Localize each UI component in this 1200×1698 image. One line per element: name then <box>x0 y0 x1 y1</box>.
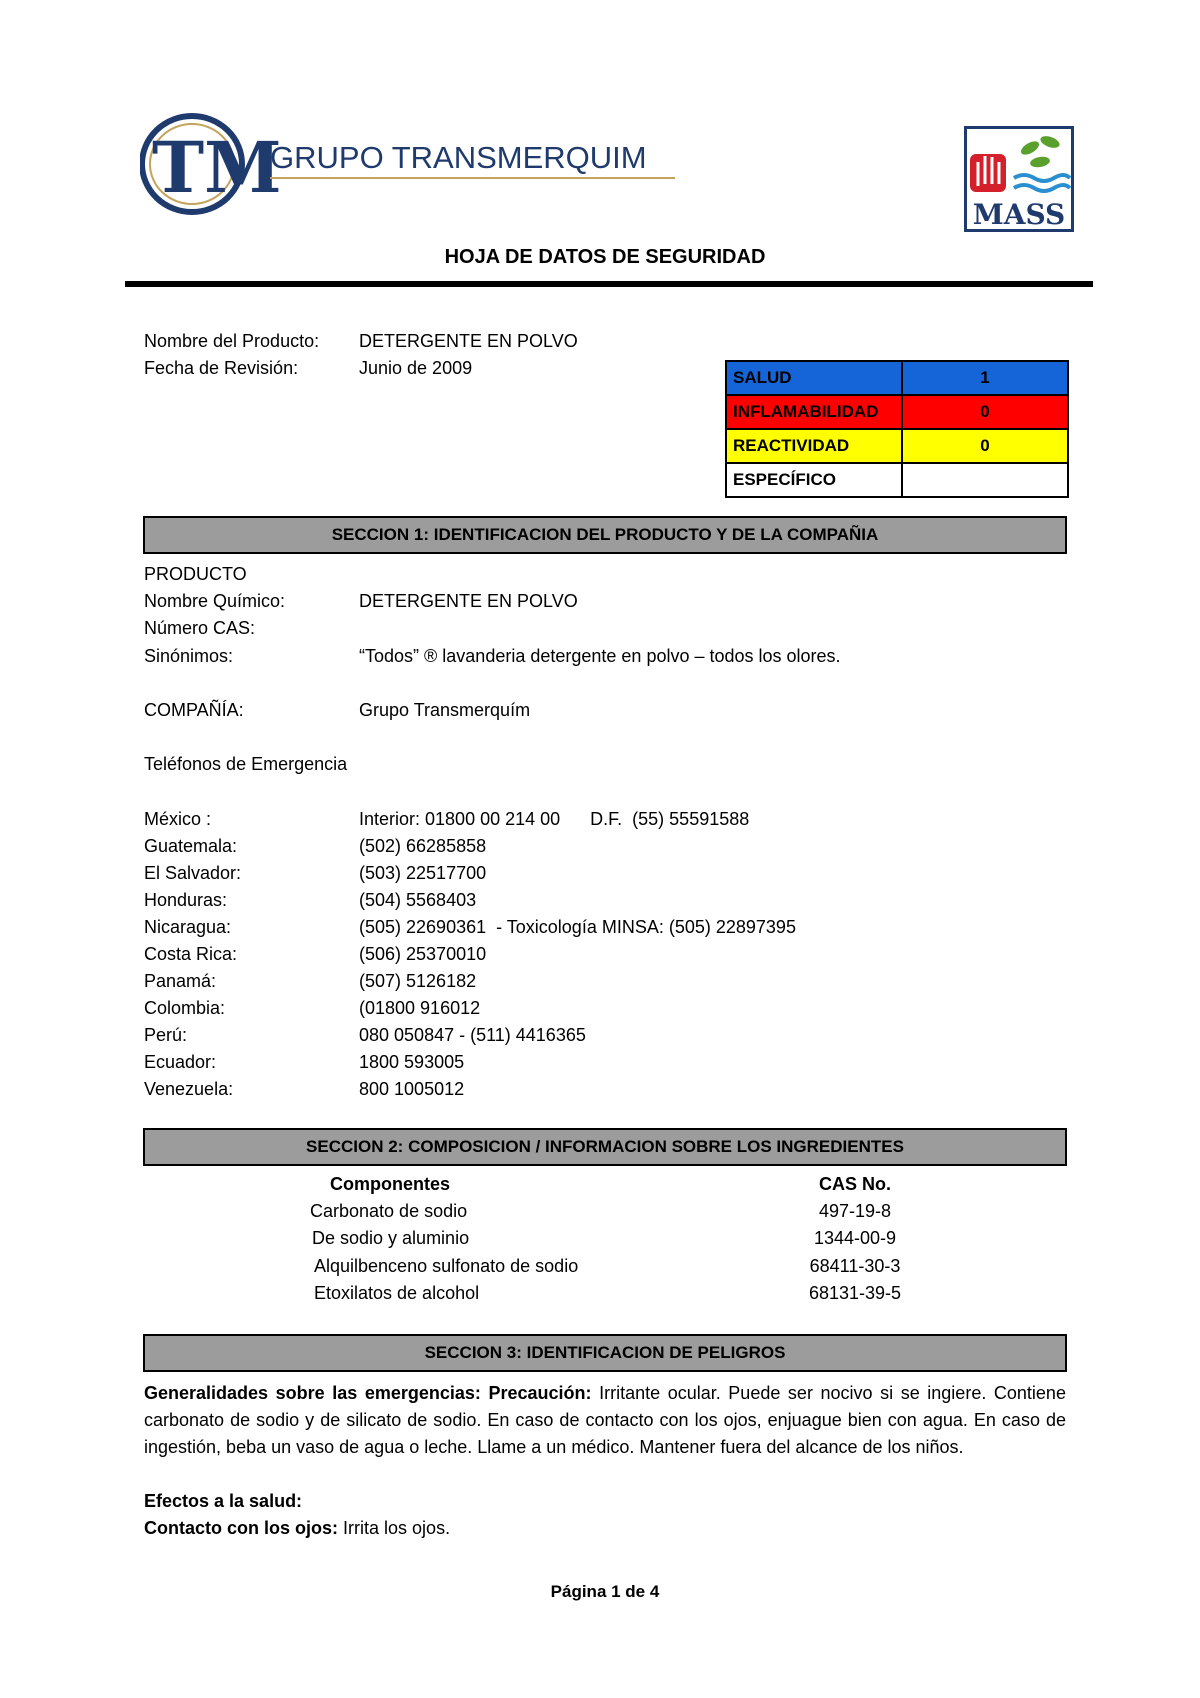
svg-text:TM: TM <box>152 126 282 209</box>
chemical-name-label: Nombre Químico: <box>144 591 286 611</box>
phone-number: (507) 5126182 <box>359 971 477 991</box>
phone-country: Costa Rica: <box>144 944 238 964</box>
revision-date-value: Junio de 2009 <box>359 358 473 378</box>
emergency-overview-paragraph <box>144 1380 1066 1461</box>
hazard-row-specific <box>726 463 1068 497</box>
section-3-header: SECCION 3: IDENTIFICACION DE PELIGROS <box>143 1334 1067 1372</box>
health-effects-label: Efectos a la salud: <box>144 1491 303 1511</box>
title-divider <box>125 281 1093 287</box>
caution-label: Precaución: <box>488 1383 592 1403</box>
synonyms-label: Sinónimos: <box>144 646 234 666</box>
phone-country: Colombia: <box>144 998 226 1018</box>
hazard-label: REACTIVIDAD <box>726 429 902 463</box>
page-number: Página 1 de 4 <box>550 1582 660 1601</box>
phone-country: Nicaragua: <box>144 917 232 937</box>
producto-label: PRODUCTO <box>144 564 247 584</box>
phone-number: 1800 593005 <box>359 1052 465 1072</box>
revision-date-label: Fecha de Revisión: <box>144 358 299 378</box>
hazard-row-health <box>726 361 1068 395</box>
ingredient-cas: 68411-30-3 <box>809 1256 901 1276</box>
hazard-value: 0 <box>902 429 1068 463</box>
emergency-overview-text: Irritante ocular. Puede ser nocivo si se ingiere. Contiene carbonato de sodio y de silicato de sodio. En caso de contacto con los ojos, enjuague bien con agua. En caso de ingestión, beba un vaso de agua o leche. Llame a un médico. Mantener fuera del alcance de los niños. <box>144 1383 1066 1457</box>
ingredient-name: Carbonato de sodio <box>310 1201 468 1221</box>
eye-contact-label: Contacto con los ojos: <box>144 1518 339 1538</box>
ingredient-name: De sodio y aluminio <box>312 1228 470 1248</box>
company-label: COMPAÑÍA: <box>144 700 244 720</box>
phone-country: Guatemala: <box>144 836 238 856</box>
phone-number: (505) 22690361 - Toxicología MINSA: (505) 22897395 <box>359 917 796 937</box>
svg-text:GRUPO TRANSMERQUIM: GRUPO TRANSMERQUIM <box>270 140 647 175</box>
emergency-phones-label: Teléfonos de Emergencia <box>144 754 348 774</box>
chemical-name-value: DETERGENTE EN POLVO <box>359 591 578 611</box>
ingredient-cas: 68131-39-5 <box>808 1283 902 1303</box>
phone-country: México : <box>144 809 212 829</box>
phone-number: Interior: 01800 00 214 00 D.F. (55) 55591588 <box>359 809 750 829</box>
phone-number: (502) 66285858 <box>359 836 487 856</box>
phone-country: Perú: <box>144 1025 188 1045</box>
phone-country: Honduras: <box>144 890 228 910</box>
hazard-value: 0 <box>902 395 1068 429</box>
hazard-label: INFLAMABILIDAD <box>726 395 902 429</box>
grupo-transmerquim-logo <box>140 110 680 220</box>
hazard-row-flammability <box>726 395 1068 429</box>
company-value: Grupo Transmerquím <box>359 700 531 720</box>
phone-number: (503) 22517700 <box>359 863 487 883</box>
cas-number-label: Número CAS: <box>144 618 256 638</box>
components-column-header: Componentes <box>330 1174 451 1194</box>
document-title: HOJA DE DATOS DE SEGURIDAD <box>444 246 766 268</box>
eye-contact-text: Irrita los ojos. <box>343 1518 451 1538</box>
ingredient-cas: 1344-00-9 <box>813 1228 897 1248</box>
phone-number: (01800 916012 <box>359 998 481 1018</box>
hazard-row-reactivity <box>726 429 1068 463</box>
cas-column-header: CAS No. <box>819 1174 891 1194</box>
phone-country: Ecuador: <box>144 1052 217 1072</box>
hazard-label: ESPECÍFICO <box>726 463 902 497</box>
section-2-header: SECCION 2: COMPOSICION / INFORMACION SOBRE LOS INGREDIENTES <box>143 1128 1067 1166</box>
ingredient-cas: 497-19-8 <box>818 1201 892 1221</box>
ingredient-name: Alquilbenceno sulfonato de sodio <box>314 1256 579 1276</box>
mass-logo <box>964 126 1074 232</box>
synonyms-value: “Todos” ® lavanderia detergente en polvo – todos los olores. <box>359 646 841 666</box>
eye-contact-line <box>144 1517 450 1539</box>
emergency-overview-label: Generalidades sobre las emergencias: <box>144 1383 481 1403</box>
product-name-label: Nombre del Producto: <box>144 331 320 351</box>
product-name-value: DETERGENTE EN POLVO <box>359 331 578 351</box>
ingredient-name: Etoxilatos de alcohol <box>314 1283 480 1303</box>
phone-number: (504) 5568403 <box>359 890 477 910</box>
phone-country: Venezuela: <box>144 1079 234 1099</box>
phone-country: El Salvador: <box>144 863 242 883</box>
svg-text:MASS: MASS <box>972 198 1066 231</box>
phone-number: (506) 25370010 <box>359 944 487 964</box>
phone-number: 800 1005012 <box>359 1079 465 1099</box>
hazard-label: SALUD <box>726 361 902 395</box>
phone-country: Panamá: <box>144 971 217 991</box>
phone-number: 080 050847 - (511) 4416365 <box>359 1025 586 1045</box>
hazard-value: 1 <box>902 361 1068 395</box>
hazard-rating-table <box>725 360 1069 498</box>
hazard-value <box>902 463 1068 497</box>
section-1-header: SECCION 1: IDENTIFICACION DEL PRODUCTO Y DE LA COMPAÑIA <box>143 516 1067 554</box>
